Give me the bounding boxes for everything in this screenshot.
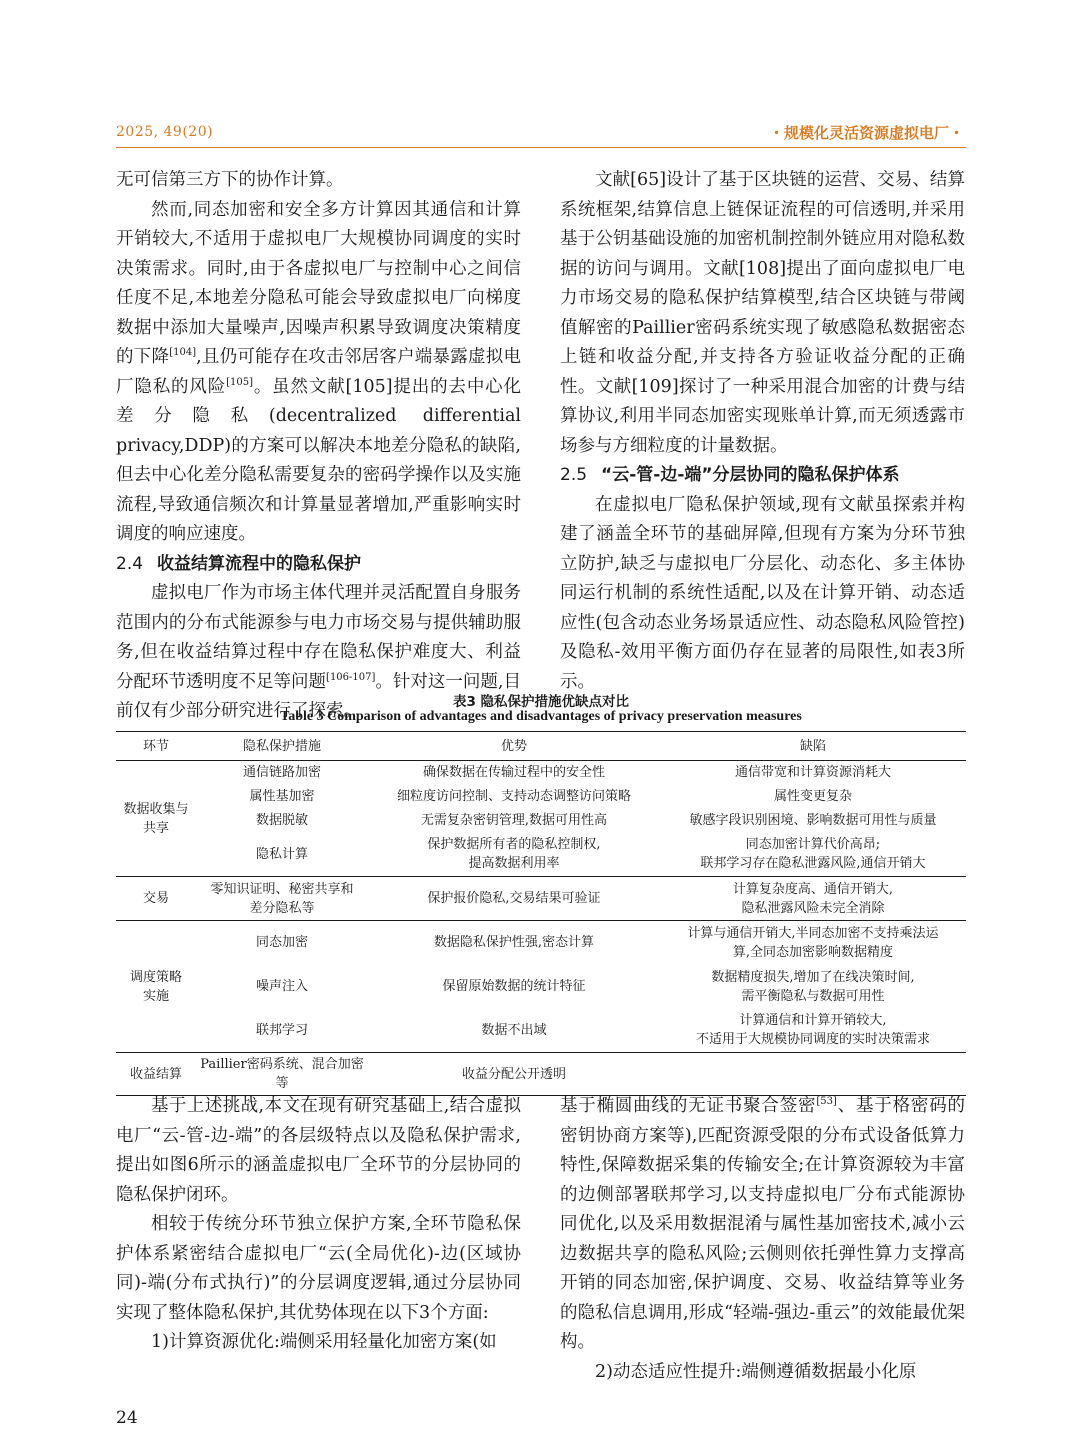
section-number: 2.4 bbox=[116, 553, 144, 574]
table-row bbox=[116, 1009, 966, 1053]
measure-cell: 数据脱敏 bbox=[255, 813, 308, 828]
text-line: 计算复杂度高、通信开销大, bbox=[732, 881, 894, 897]
table-group-data-collection bbox=[116, 761, 966, 877]
table-group-trading bbox=[116, 877, 966, 921]
measure-cell bbox=[196, 877, 368, 921]
text-run: ,且仍可能存在攻击邻居客户端暴露虚拟电厂隐私的风险 bbox=[116, 347, 522, 397]
text-line: 保护数据所有者的隐私控制权, bbox=[427, 837, 601, 853]
table-header-row bbox=[116, 732, 966, 761]
stage-cell: 交易 bbox=[142, 891, 169, 906]
header-divider bbox=[116, 147, 966, 148]
table-row bbox=[116, 809, 966, 833]
text-run: 基于椭圆曲线的无证书聚合签密 bbox=[560, 1096, 817, 1116]
paragraph: 基于上述挑战,本文在现有研究基础上,结合虚拟电厂“云-管-边-端”的各层级特点以及隐私保护需求,提出如图6所示的涵盖虚拟电厂全环节的分层协同的隐私保护闭环。 bbox=[116, 1096, 521, 1205]
text-line: 共享 bbox=[142, 820, 169, 836]
advantage-cell: 保护报价隐私,交易结果可验证 bbox=[427, 891, 601, 906]
advantage-cell: 细粒度访问控制、支持动态调整访问策略 bbox=[396, 789, 631, 804]
text-line: 差分隐私等 bbox=[249, 900, 315, 916]
table-caption-chinese: 表3 隐私保护措施优缺点对比 bbox=[452, 694, 630, 710]
stage-cell: 收益结算 bbox=[129, 1066, 182, 1082]
text-run: 虚拟电厂作为市场主体代理并灵活配置自身服务范围内的分布式能源参与电力市场交易与提供辅助服务,但在收益结算过程中存在隐私保护难度大、利益分配环节透明度不足等问题 bbox=[116, 583, 521, 692]
left-column-bottom bbox=[116, 1092, 521, 1358]
citation[interactable]: [53] bbox=[816, 1096, 837, 1107]
measure-cell: 隐私计算 bbox=[255, 846, 308, 862]
column-header: 优势 bbox=[500, 738, 527, 754]
disadvantage-cell bbox=[660, 921, 966, 965]
column-header: 隐私保护措施 bbox=[242, 738, 321, 754]
citation[interactable]: [104] bbox=[169, 347, 197, 358]
paragraph: 1)计算资源优化:端侧采用轻量化加密方案(如 bbox=[151, 1332, 497, 1352]
text-line: 算,全同态加密影响数据精度 bbox=[732, 944, 894, 960]
advantage-cell bbox=[368, 833, 660, 877]
paragraph: 2)动态适应性提升:端侧遵循数据最小化原 bbox=[595, 1361, 917, 1382]
measure-cell: Paillier密码系统、混合加密等 bbox=[200, 1057, 364, 1091]
advantage-cell: 确保数据在传输过程中的安全性 bbox=[422, 765, 605, 781]
table-caption-english: Table 3 Comparison of advantages and disadvantages of privacy preservation measures bbox=[280, 709, 802, 724]
disadvantage-cell: 属性变更复杂 bbox=[773, 789, 852, 804]
paragraph: 相较于传统分环节独立保护方案,全环节隐私保护体系紧密结合虚拟电厂“云(全局优化)-边(区域协同)-端(分布式执行)”的分层调度逻辑,通过分层协同实现了整体隐私保护,其优势体现在以下3个方面: bbox=[116, 1214, 521, 1323]
advantage-cell: 收益分配公开透明 bbox=[461, 1066, 566, 1082]
citation[interactable]: [105] bbox=[226, 376, 253, 388]
text-run: 、基于格密码的密钥协商方案等),匹配资源受限的分布式设备低算力特性,保障数据采集的传输安全;在计算资源较为丰富的边侧部署联邦学习,以支持虚拟电厂分布式能源协同优化,以及采用数据混淆与属性基加密技术,减小云边数据共享的隐私风险;云侧则依托弹性算力支撑高开销的同态加密,保护调度、交易、收益结算等业务的隐私信息调用,形成“轻端-强边-重云”的效能最优架构。 bbox=[560, 1096, 965, 1352]
text-line: 不适用于大规模协同调度的实时决策需求 bbox=[695, 1032, 930, 1048]
text-line: 调度策略 bbox=[129, 969, 182, 985]
table-row bbox=[116, 761, 966, 785]
advantage-cell: 数据不出域 bbox=[481, 1022, 547, 1038]
table-row bbox=[116, 921, 966, 965]
left-column-top bbox=[116, 166, 521, 727]
text-line: 计算通信和计算开销较大, bbox=[739, 1013, 887, 1029]
section-heading-text: “云-管-边-端”分层协同的隐私保护体系 bbox=[601, 465, 900, 485]
section-heading-2-5 bbox=[560, 461, 965, 491]
column-header: 环节 bbox=[142, 738, 169, 754]
table-row bbox=[116, 785, 966, 809]
journal-issue: 2025, 49(20) bbox=[116, 124, 214, 140]
disadvantage-cell bbox=[660, 877, 966, 921]
measure-cell: 同态加密 bbox=[255, 935, 308, 951]
disadvantage-cell bbox=[660, 1053, 966, 1096]
disadvantage-cell: 敏感字段识别困境、影响数据可用性与质量 bbox=[689, 813, 937, 828]
disadvantage-cell bbox=[660, 1009, 966, 1053]
disadvantage-cell bbox=[660, 833, 966, 877]
paragraph: 无可信第三方下的协作计算。 bbox=[116, 170, 344, 190]
text-run: 。针对这一问题,目前仅有少部分研究进行了探索。 bbox=[116, 671, 522, 721]
text-line: 隐私泄露风险未完全消除 bbox=[741, 900, 885, 916]
advantage-cell: 无需复杂密钥管理,数据可用性高 bbox=[420, 813, 608, 828]
text-line: 同态加密计算代价高昂; bbox=[745, 837, 881, 853]
citation[interactable]: [106-107] bbox=[326, 671, 376, 683]
stage-cell bbox=[116, 921, 196, 1053]
stage-cell bbox=[116, 761, 196, 877]
table-row bbox=[116, 965, 966, 1009]
section-heading-text: 收益结算流程中的隐私保护 bbox=[157, 553, 362, 574]
paragraph bbox=[116, 196, 521, 550]
measure-cell: 通信链路加密 bbox=[242, 765, 321, 781]
text-run: 。虽然文献[105]提出的去中心化差分隐私(decentralized differential privacy,DDP)的方案可以解决本地差分隐私的缺陷,但去中心化差分隐私需要复杂的密码学操作以及实施流程,导致通信频次和计算量显著增加,严重影响实时调度的响应速度。 bbox=[116, 376, 522, 544]
advantage-cell: 数据隐私保护性强,密态计算 bbox=[433, 935, 595, 951]
text-line: 数据收集与 bbox=[123, 801, 189, 817]
section-title: ・规模化灵活资源虚拟电厂・ bbox=[768, 124, 964, 142]
measure-cell: 噪声注入 bbox=[255, 979, 308, 994]
text-line: 需平衡隐私与数据可用性 bbox=[741, 988, 885, 1004]
table-row bbox=[116, 833, 966, 877]
comparison-table bbox=[116, 731, 966, 1096]
disadvantage-cell: 通信带宽和计算资源消耗大 bbox=[734, 765, 891, 781]
table-group-dispatch bbox=[116, 921, 966, 1053]
text-line: 零知识证明、秘密共享和 bbox=[210, 881, 354, 897]
measure-cell: 属性基加密 bbox=[249, 789, 315, 804]
text-line: 实施 bbox=[142, 988, 169, 1004]
text-line: 提高数据利用率 bbox=[468, 856, 560, 872]
advantage-cell: 保留原始数据的统计特征 bbox=[442, 979, 586, 994]
right-column-bottom bbox=[560, 1092, 965, 1387]
paragraph bbox=[560, 1092, 965, 1358]
text-line: 计算与通信开销大,半同态加密不支持乘法运 bbox=[687, 925, 939, 941]
paragraph: 在虚拟电厂隐私保护领域,现有文献虽探索并构建了涵盖全环节的基础屏障,但现有方案为分环节独立防护,缺乏与虚拟电厂分层化、动态化、多主体协同运行机制的系统性适配,以及在计算开销、动态适应性(包含动态业务场景适应性、动态隐私风险管控)及隐私-效用平衡方面仍存在显著的局限性,如表3所示。 bbox=[560, 494, 965, 692]
measure-cell: 联邦学习 bbox=[255, 1022, 308, 1038]
page-number: 24 bbox=[116, 1408, 138, 1428]
column-header: 缺陷 bbox=[799, 738, 826, 754]
disadvantage-cell bbox=[660, 965, 966, 1009]
table-row bbox=[116, 877, 966, 921]
table-row bbox=[116, 1053, 966, 1096]
section-number: 2.5 bbox=[560, 465, 588, 485]
paragraph: 文献[65]设计了基于区块链的运营、交易、结算系统框架,结算信息上链保证流程的可信透明,并采用基于公钥基础设施的加密机制控制外链应用对隐私数据的访问与调用。文献[108]提出了面向虚拟电厂电力市场交易的隐私保护结算模型,结合区块链与带阈值解密的Paillier密码系统实现了敏感隐私数据密态上链和收益分配,并支持各方验证收益分配的正确性。文献[109]探讨了一种采用混合加密的计费与结算协议,利用半同态加密实现账单计算,而无须透露市场参与方细粒度的计量数据。 bbox=[560, 170, 965, 456]
text-run: 然而,同态加密和安全多方计算因其通信和计算开销较大,不适用于虚拟电厂大规模协同调度的实时决策需求。同时,由于各虚拟电厂与控制中心之间信任度不足,本地差分隐私可能会导致虚拟电厂向梯度数据中添加大量噪声,因噪声积累导致调度决策精度的下降 bbox=[116, 199, 521, 367]
text-line: 联邦学习存在隐私泄露风险,通信开销大 bbox=[700, 856, 926, 872]
section-heading-2-4 bbox=[116, 550, 521, 580]
right-column-top bbox=[560, 166, 965, 697]
table-group-settlement bbox=[116, 1053, 966, 1096]
text-line: 数据精度损失,增加了在线决策时间, bbox=[711, 969, 915, 985]
